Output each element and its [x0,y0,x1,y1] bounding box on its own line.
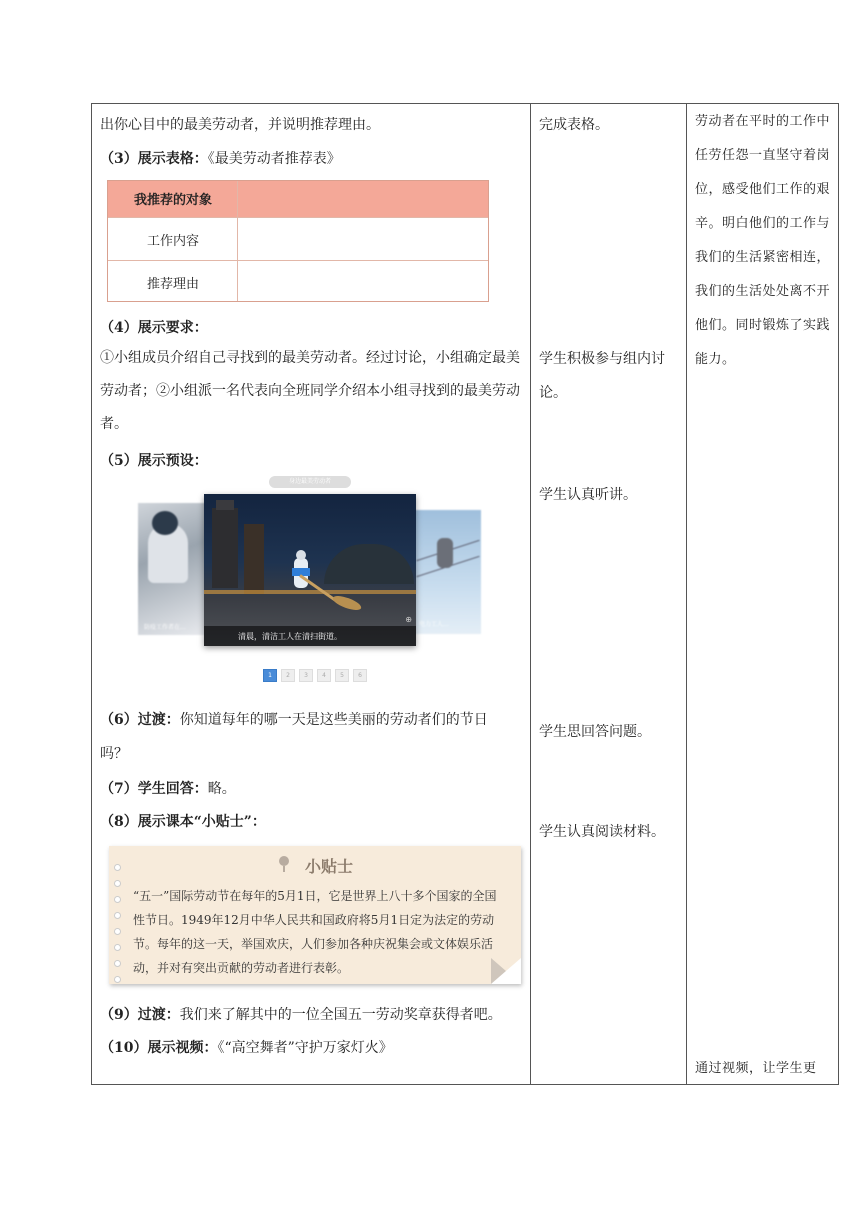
page-dot-5[interactable]: 5 [335,669,349,682]
tip-binding-holes [114,864,121,992]
activity-5: 学生认真阅读材料。 [539,824,665,840]
rec-table-row-work [108,218,488,261]
activity-2-line1: 学生积极参与组内讨 [539,351,665,367]
rec-header-label: 我推荐的对象 [133,193,212,208]
carousel-top-tag: 身边最美劳动者 [269,476,351,488]
column-divider-1 [530,104,531,1084]
carousel-pagination [263,669,367,682]
activity-2-line2: 论。 [539,385,567,401]
rec-row-reason-label: 推荐理由 [146,277,199,292]
step-10 [100,1035,393,1061]
design-intent-bottom: 通过视频，让学生更 [695,1061,817,1076]
image-carousel[interactable] [138,476,484,682]
step-6-text: 你知道每年的哪一天是这些美丽的劳动者们的节日 [179,712,488,728]
carousel-slide-right[interactable] [415,510,481,634]
tip-body: “五一”国际劳动节在每年的5月1日，它是世界上八十多个国家的全国性节日。1949年12月中华人民共和国政府将5月1日定为法定的劳动节。每年的这一天，举国欢庆，人们参加各种庆祝集会或文体娱乐活动，并对有突出贡献的劳动者进行表彰。 [133,889,497,975]
page-dot-2[interactable]: 2 [281,669,295,682]
tip-title: 小贴士 [305,857,354,876]
rec-table-header-row [108,181,488,218]
page-dot-3[interactable]: 3 [299,669,313,682]
right-slide-caption: 电力工人... [419,621,449,628]
lesson-table [91,103,839,1085]
activity-4: 学生思回答问题。 [539,724,651,740]
page-dot-1[interactable]: 1 [263,669,277,682]
step-9-text: 我们来了解其中的一位全国五一劳动奖章获得者吧。 [179,1007,502,1023]
step-8-label: （8）展示课本“小贴士”： [100,814,266,830]
step-6 [100,707,488,733]
step-7-text: 略。 [207,781,236,797]
left-slide-caption: 防疫工作者在... [144,624,186,631]
column-divider-2 [686,104,687,1084]
zoom-icon[interactable]: ⊕ [405,615,412,624]
step-7 [100,776,236,802]
step-6-cont: 吗？ [100,746,128,762]
tip-pin-icon [279,856,291,872]
step-4-label: （4）展示要求： [100,320,208,336]
rec-row-work-label: 工作内容 [146,234,199,249]
step-3-label: （3）展示表格： [100,151,208,167]
page-dot-4[interactable]: 4 [317,669,331,682]
page-dot-6[interactable]: 6 [353,669,367,682]
step-10-text: 《“高空舞者”守护万家灯火》 [217,1040,393,1056]
step-9 [100,1002,502,1028]
step-3 [100,146,341,172]
carousel-slide-left[interactable] [138,503,206,635]
step-10-label: （10）展示视频： [100,1040,218,1056]
activity-3: 学生认真听讲。 [539,487,637,503]
carousel-slide-main[interactable] [204,494,416,646]
design-intent-text: 劳动者在平时的工作中任劳任怨一直坚守着岗位，感受他们工作的艰辛。明白他们的工作与我们的生活紧密相连，我们的生活处处离不开他们。同时锻炼了实践能力。 [695,114,831,367]
step-5-label: （5）展示预设： [100,453,208,469]
step-6-label: （6）过渡： [100,712,180,728]
step-3-text: 《最美劳动者推荐表》 [207,151,341,167]
step-4-body: ①小组成员介绍自己寻找到的最美劳动者。经过讨论，小组确定最美劳动者；②小组派一名代表向全班同学介绍本小组寻找到的最美劳动者。 [100,350,520,432]
activity-1: 完成表格。 [539,117,609,133]
tip-card [109,846,521,984]
rec-table-divider [237,181,238,301]
intro-line: 出你心目中的最美劳动者，并说明推荐理由。 [100,117,380,133]
recommend-table [107,180,489,302]
step-7-label: （7）学生回答： [100,781,208,797]
step-9-label: （9）过渡： [100,1007,180,1023]
main-slide-caption: 清晨，清洁工人在清扫街道。 [238,632,342,641]
rec-table-row-reason [108,261,488,301]
